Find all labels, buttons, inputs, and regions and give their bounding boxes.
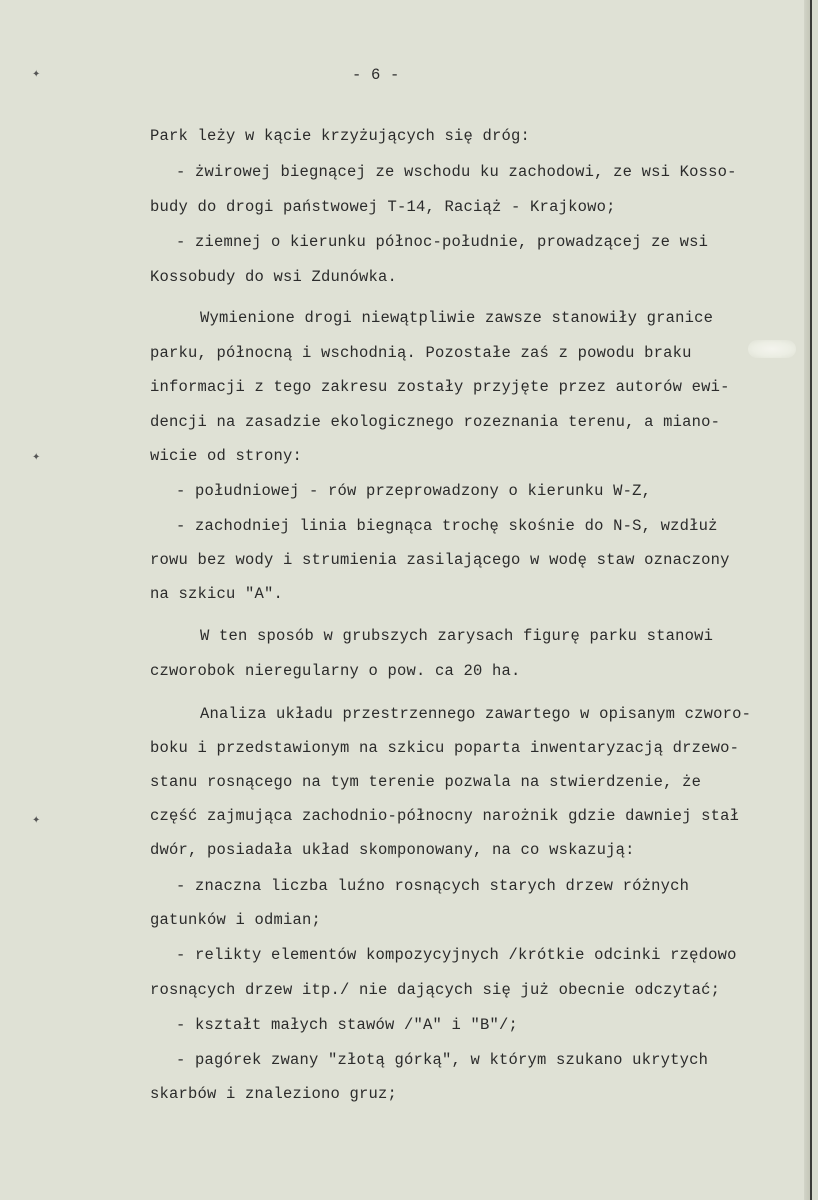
text-line: gatunków i odmian; — [150, 911, 322, 929]
text-line: informacji z tego zakresu zostały przyjęte przez autorów ewi- — [150, 378, 730, 396]
text-line: skarbów i znaleziono gruz; — [150, 1085, 398, 1103]
text-line: wicie od strony: — [150, 447, 303, 465]
punch-mark: ✦ — [32, 69, 41, 80]
text-line: Wymienione drogi niewątpliwie zawsze stanowiły granice — [200, 309, 714, 327]
punch-mark: ✦ — [32, 815, 41, 826]
text-line: - znaczna liczba luźno rosnących starych drzew różnych — [176, 877, 690, 895]
text-line: Kossobudy do wsi Zdunówka. — [150, 268, 398, 286]
text-line: - ziemnej o kierunku północ-południe, prowadzącej ze wsi — [176, 233, 709, 251]
text-line: budy do drogi państwowej T-14, Raciąż - Krajkowo; — [150, 198, 616, 216]
text-line: - zachodniej linia biegnąca trochę skośnie do N-S, wzdłuż — [176, 517, 718, 535]
text-line: rowu bez wody i strumienia zasilającego w wodę staw oznaczony — [150, 551, 730, 569]
text-line: na szkicu "A". — [150, 585, 284, 603]
page-edge — [804, 0, 810, 1200]
text-line: część zajmująca zachodnio-północny narożnik gdzie dawniej stał — [150, 807, 740, 825]
text-line: rosnących drzew itp./ nie dających się już obecnie odczytać; — [150, 981, 721, 999]
text-line: - relikty elementów kompozycyjnych /krótkie odcinki rzędowo — [176, 946, 737, 964]
punch-mark: ✦ — [32, 452, 41, 463]
text-line: - kształt małych stawów /"A" i "B"/; — [176, 1016, 519, 1034]
text-line: boku i przedstawionym na szkicu poparta inwentaryzacją drzewo- — [150, 739, 740, 757]
text-line: parku, północną i wschodnią. Pozostałe zaś z powodu braku — [150, 344, 692, 362]
text-line: czworobok nieregularny o pow. ca 20 ha. — [150, 662, 521, 680]
smudge-mark — [748, 340, 796, 358]
text-line: - żwirowej biegnącej ze wschodu ku zachodowi, ze wsi Kosso- — [176, 163, 737, 181]
text-line: W ten sposób w grubszych zarysach figurę parku stanowi — [200, 627, 714, 645]
text-line: Park leży w kącie krzyżujących się dróg: — [150, 127, 531, 145]
text-line: - pagórek zwany "złotą górką", w którym szukano ukrytych — [176, 1051, 709, 1069]
text-line: - południowej - rów przeprowadzony o kierunku W-Z, — [176, 482, 652, 500]
text-line: stanu rosnącego na tym terenie pozwala na stwierdzenie, że — [150, 773, 702, 791]
text-line: dwór, posiadała układ skomponowany, na co wskazują: — [150, 841, 635, 859]
text-line: dencji na zasadzie ekologicznego rozeznania terenu, a miano- — [150, 413, 721, 431]
text-line: Analiza układu przestrzennego zawartego w opisanym czworo- — [200, 705, 752, 723]
page-number: - 6 - — [352, 66, 400, 84]
